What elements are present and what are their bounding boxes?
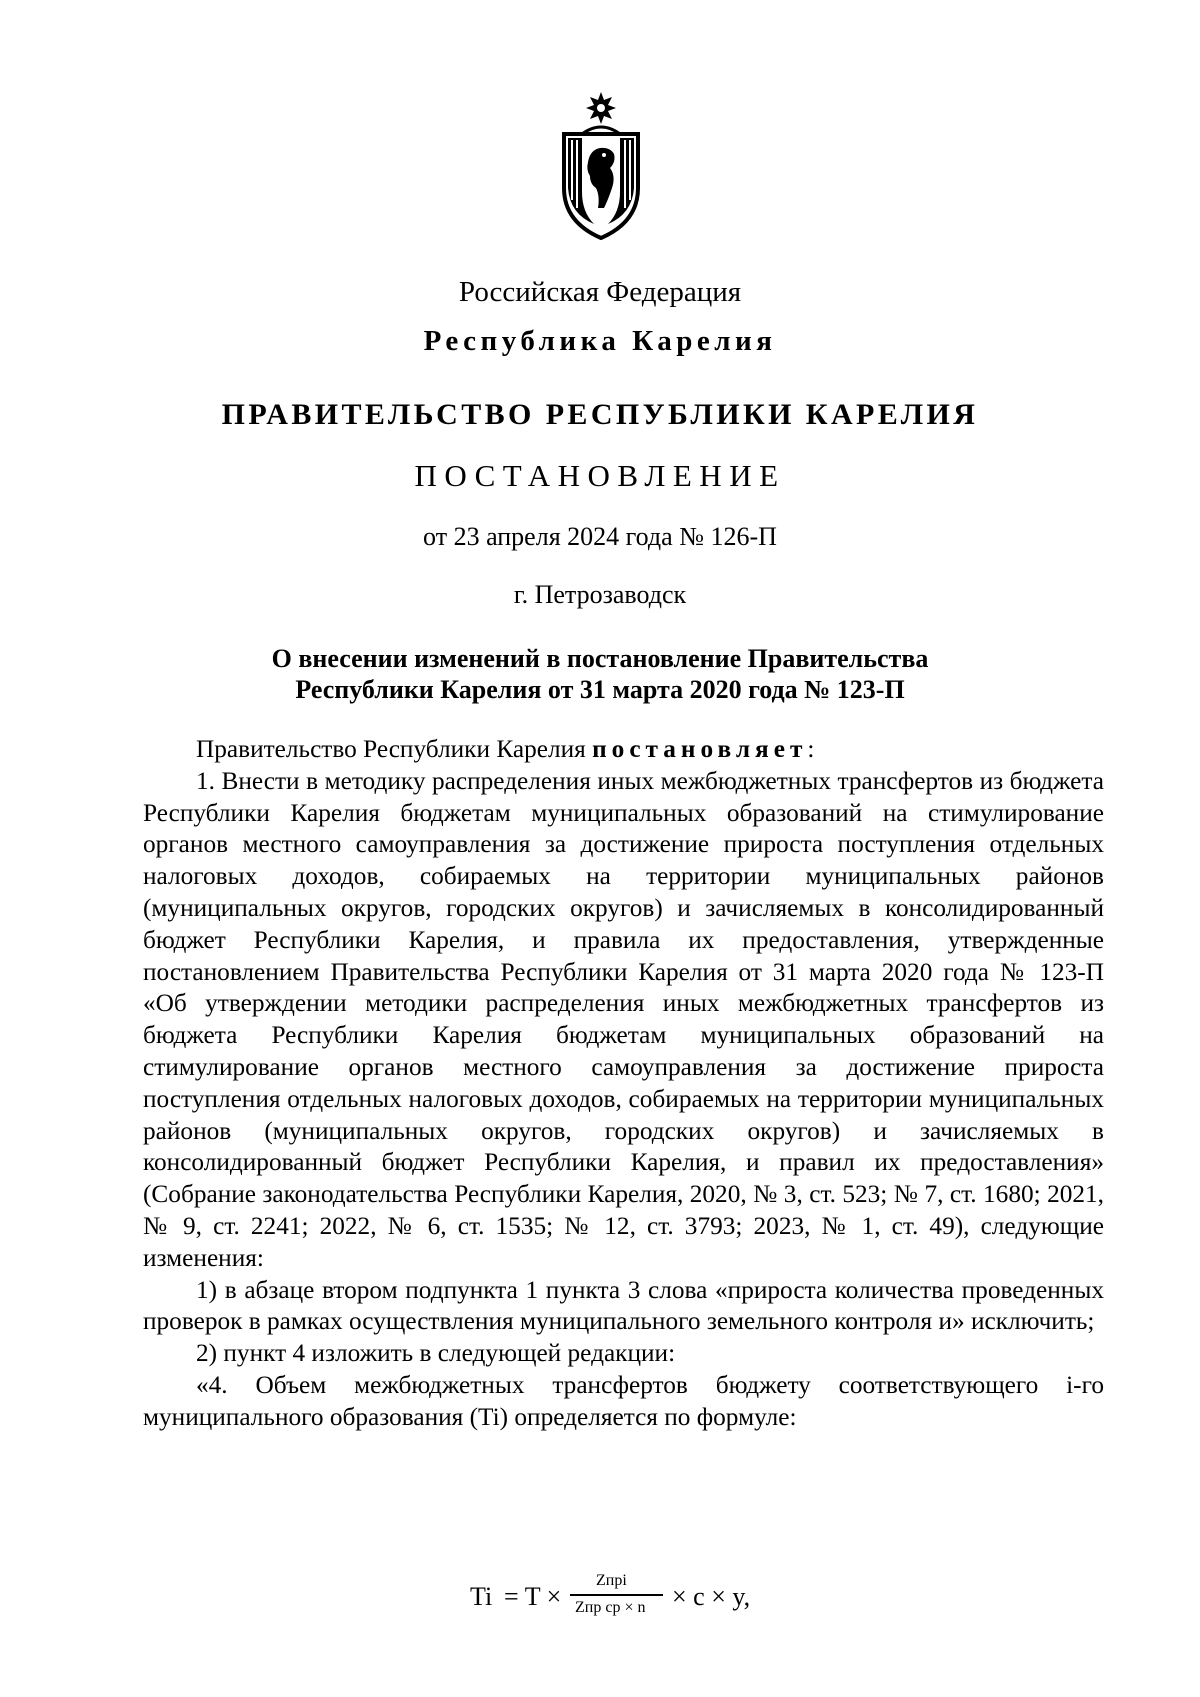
formula-lhs: Ti — [470, 1582, 493, 1611]
intro-prefix: Правительство Республики Карелия — [196, 735, 593, 763]
formula-fraction-bar — [570, 1594, 663, 1596]
city: г. Петрозаводск — [513, 580, 687, 609]
document-body — [143, 734, 1104, 1434]
formula-eq: = T × — [504, 1582, 562, 1611]
sub-item-2-paragraph: 2) пункт 4 изложить в следующей редакции: — [196, 1339, 676, 1368]
formula-numerator: Zпрi — [596, 1572, 627, 1589]
document-title-line-2: Республики Карелия от 31 марта 2020 года № 123-П — [295, 675, 905, 704]
item-1-paragraph: 1. Внести в методику распределения иных межбюджетных трансфертов из бюджета Республики Карелия бюджетам муниципальных образований на стимулирование органов местного самоуправления за достижение прироста поступления отдельных налоговых доходов, собираемых на территории муниципальных районов (муниципальных округов, городских округов) и зачисляемых в консолидированный бюджет Республики Карелия, и правила их предоставления, утвержденные постановлением Правительства Республики Карелия от 31 марта 2020 года № 123-П «Об утверждении методики распределения иных межбюджетных трансфертов из бюджета Республики Карелия бюджетам муниципальных образований на стимулирование органов местного самоуправления за достижение прироста поступления отдельных налоговых доходов, собираемых на территории муниципальных районов (муниципальных округов, городских округов) и зачисляемых в консолидированный бюджет Республики Карелия, и правил их предоставления» (Собрание законодательства Республики Карелия, 2020, № 3, ст. 523; № 7, ст. 1680; 2021, № 9, ст. 2241; 2022, № 6, ст. 1535; № 12, ст. 3793; 2023, № 1, ст. 49), следующие изменения: — [143, 766, 1104, 1272]
intro-paragraph — [143, 734, 1104, 766]
country-heading: Российская Федерация — [458, 276, 742, 308]
sub-item-1-paragraph: 1) в абзаце втором подпункта 1 пункта 3 слова «прироста количества проведенных проверок в рамках осуществления муниципального земельного контроля и» исключить; — [143, 1275, 1104, 1336]
formula-rhs: × c × y, — [672, 1582, 751, 1611]
point-4-paragraph: «4. Объем межбюджетных трансфертов бюджету соответствующего i-го муниципального образования (Ti) определяется по формуле: — [143, 1370, 1104, 1431]
intro-spaced-word: постановляет — [592, 735, 808, 763]
intro-suffix: : — [807, 735, 815, 763]
republic-heading: Республика Карелия — [423, 325, 777, 357]
authority-heading: ПРАВИТЕЛЬСТВО РЕСПУБЛИКИ КАРЕЛИЯ — [221, 398, 979, 431]
date-number: от 23 апреля 2024 года № 126-П — [423, 522, 777, 551]
document-title-line-1: О внесении изменений в постановление Правительства — [271, 644, 929, 673]
coat-of-arms-emblem — [560, 92, 642, 240]
formula-denominator: Zпр ср × n — [575, 1599, 646, 1616]
document-type: ПОСТАНОВЛЕНИЕ — [414, 458, 786, 493]
